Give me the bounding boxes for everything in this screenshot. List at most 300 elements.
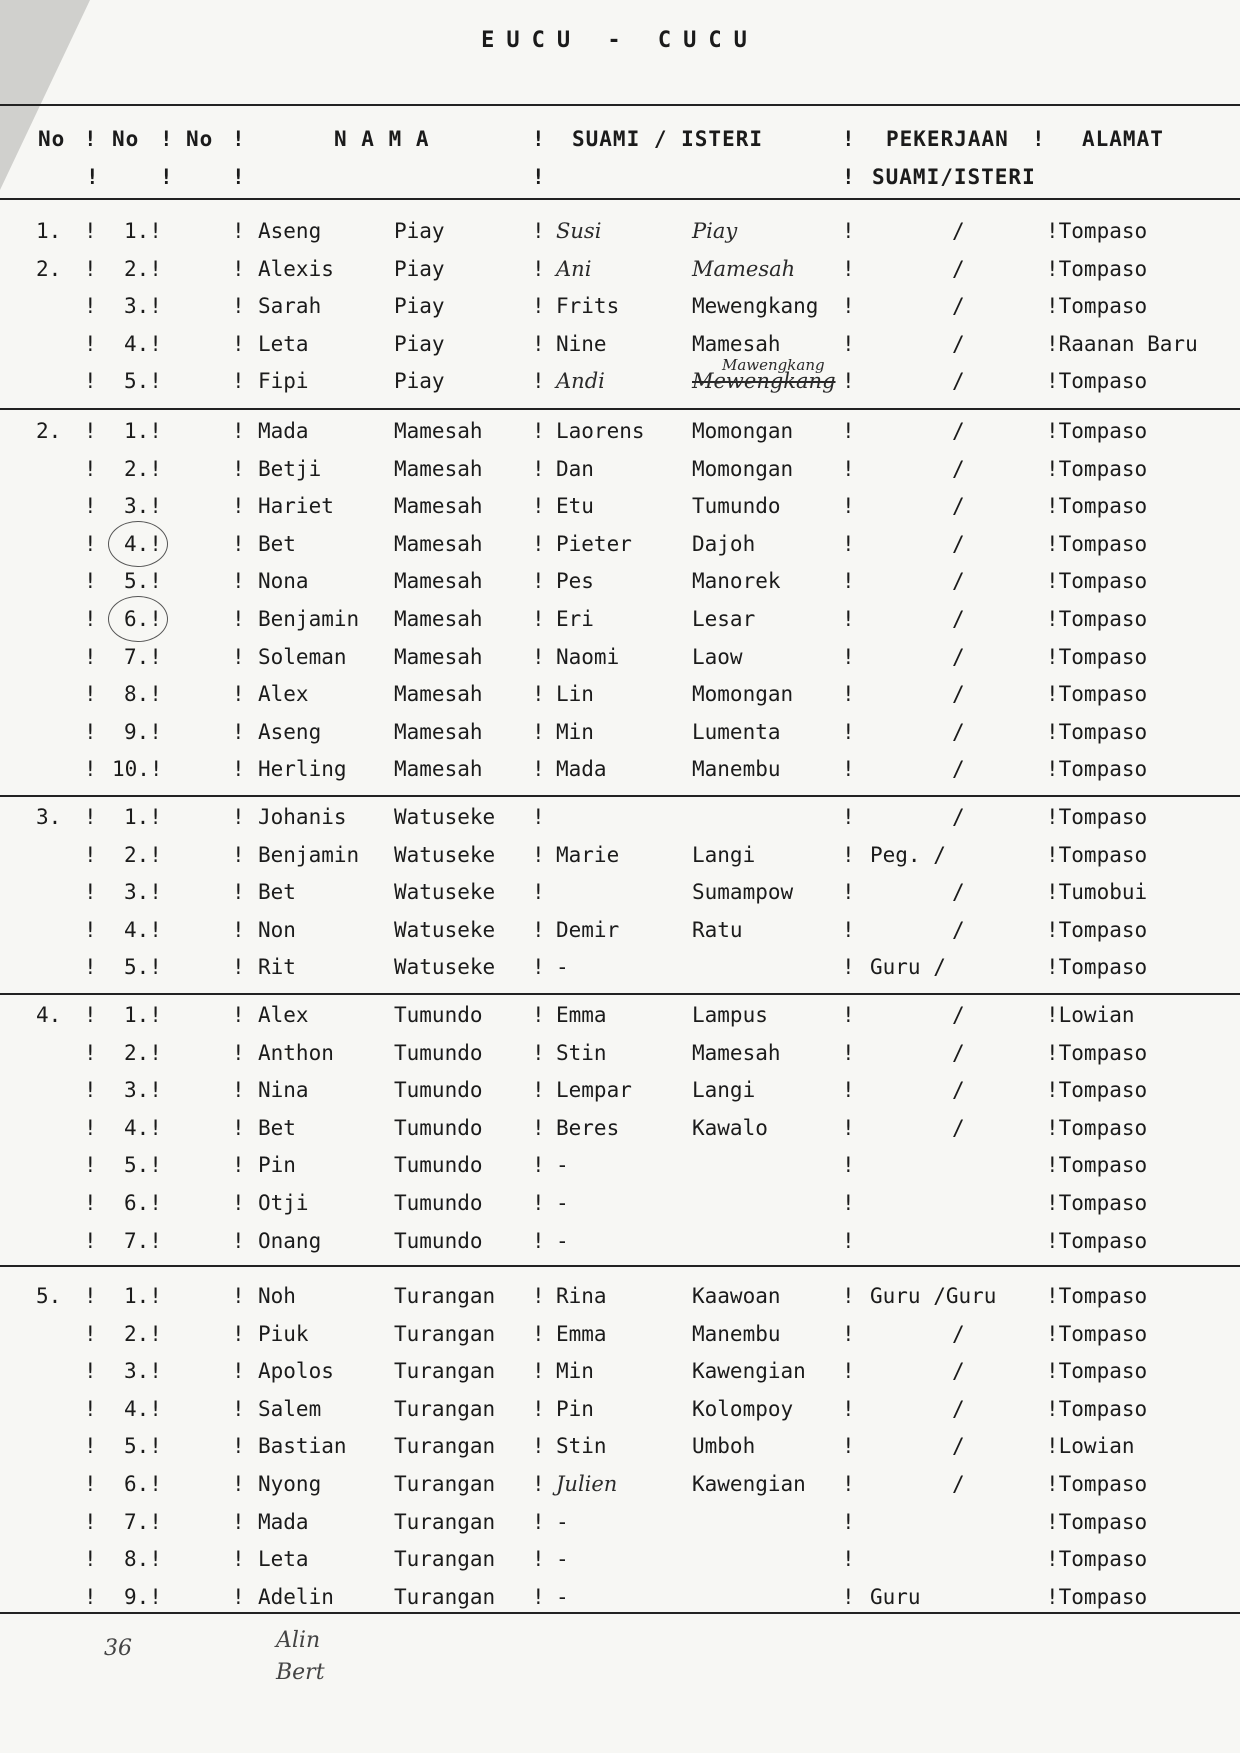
col-sep: ! [84, 1359, 97, 1384]
address: !Tompaso [1046, 1153, 1148, 1178]
col-sep: ! [842, 682, 855, 707]
address: !Tompaso [1046, 644, 1148, 669]
col-sep: ! [842, 369, 855, 394]
spouse-family-name: Kawengian [692, 1359, 806, 1384]
group-number: 2. [36, 419, 62, 443]
col-sep: ! [842, 419, 855, 443]
occupation: / [952, 369, 965, 394]
row-number: 8.! [124, 1547, 162, 1572]
first-name: Anthon [258, 1040, 334, 1065]
group-number: 3. [36, 805, 62, 829]
col-sep: ! [84, 1003, 97, 1027]
first-name: Mada [258, 1509, 309, 1534]
family-name: Turangan [394, 1321, 496, 1346]
occupation: / [952, 1359, 965, 1384]
spouse-family-name: Momongan [692, 456, 794, 481]
first-name: Apolos [258, 1359, 334, 1384]
spouse-first-name: - [556, 955, 569, 980]
address: !Tompaso [1046, 1040, 1148, 1065]
col-sep: ! [842, 494, 855, 519]
address: !Tompaso [1046, 1321, 1148, 1346]
occupation: / [952, 1040, 965, 1065]
address: !Tompaso [1046, 1359, 1148, 1384]
col-sep: ! [232, 531, 245, 556]
spouse-family-name: Momongan [692, 682, 794, 707]
spouse-family-name: Mamesah [692, 1040, 781, 1065]
spouse-family-name: Lampus [692, 1003, 768, 1027]
first-name: Salem [258, 1396, 322, 1421]
col-sep: ! [842, 719, 855, 744]
occupation: / [952, 757, 965, 782]
col-sep: ! [532, 917, 545, 942]
spouse-first-name: Pes [556, 569, 594, 594]
col-sep: ! [532, 880, 545, 905]
col-sep: ! [232, 219, 245, 243]
col-sep: ! [232, 1396, 245, 1421]
spouse-first-name: Etu [556, 494, 594, 519]
header-sep: ! [232, 165, 246, 189]
header-nama: N A M A [334, 127, 430, 151]
first-name: Sarah [258, 294, 322, 319]
family-name: Watuseke [394, 880, 496, 905]
col-sep: ! [532, 757, 545, 782]
handwritten-circle-mark [108, 596, 168, 642]
col-sep: ! [532, 1003, 545, 1027]
spouse-family-name: Piay [692, 219, 738, 243]
occupation: / [952, 917, 965, 942]
col-sep: ! [532, 1078, 545, 1103]
spouse-family-name: Langi [692, 1078, 756, 1103]
family-name: Mamesah [394, 757, 483, 782]
col-sep: ! [232, 607, 245, 631]
group-number: 4. [36, 1003, 62, 1027]
col-sep: ! [842, 1434, 855, 1459]
spouse-first-name: Eri [556, 607, 594, 631]
col-sep: ! [842, 644, 855, 669]
address: !Tompaso [1046, 419, 1148, 443]
address: !Tompaso [1046, 456, 1148, 481]
address: !Tompaso [1046, 219, 1148, 243]
col-sep: ! [842, 1153, 855, 1178]
col-sep: ! [232, 1359, 245, 1384]
col-sep: ! [232, 644, 245, 669]
group-rule [0, 795, 1240, 797]
col-sep: ! [232, 369, 245, 394]
row-number: 9.! [124, 1584, 162, 1609]
col-sep: ! [84, 1472, 97, 1496]
family-name: Turangan [394, 1472, 496, 1496]
family-name: Mamesah [394, 494, 483, 519]
col-sep: ! [232, 757, 245, 782]
col-sep: ! [84, 1078, 97, 1103]
col-sep: ! [84, 880, 97, 905]
spouse-family-name: Ratu [692, 917, 743, 942]
family-name: Piay [394, 331, 445, 356]
family-name: Turangan [394, 1359, 496, 1384]
address: !Tompaso [1046, 531, 1148, 556]
col-sep: ! [532, 331, 545, 356]
col-sep: ! [84, 219, 97, 243]
first-name: Herling [258, 757, 347, 782]
row-number: 9.! [124, 719, 162, 744]
family-name: Mamesah [394, 682, 483, 707]
spouse-first-name: Stin [556, 1040, 607, 1065]
col-sep: ! [532, 1509, 545, 1534]
spouse-name-correction: Mawengkang [722, 356, 825, 375]
col-sep: ! [232, 682, 245, 707]
spouse-first-name: Emma [556, 1003, 607, 1027]
row-number: 1.! [124, 1284, 162, 1308]
first-name: Fipi [258, 369, 309, 394]
col-sep: ! [532, 1434, 545, 1459]
first-name: Otji [258, 1191, 309, 1215]
first-name: Soleman [258, 644, 347, 669]
col-sep: ! [532, 1472, 545, 1496]
spouse-family-name: Kawengian [692, 1472, 806, 1496]
occupation: Guru /Guru [870, 1284, 997, 1308]
col-sep: ! [842, 1040, 855, 1065]
col-sep: ! [842, 1472, 855, 1496]
first-name: Leta [258, 331, 309, 356]
col-sep: ! [532, 219, 545, 243]
header-sep: ! [160, 165, 174, 189]
col-sep: ! [232, 1509, 245, 1534]
occupation: / [952, 1472, 965, 1496]
spouse-first-name: Andi [556, 369, 605, 394]
spouse-family-name: Laow [692, 644, 743, 669]
col-sep: ! [842, 607, 855, 631]
col-sep: ! [532, 256, 545, 281]
family-name: Mamesah [394, 456, 483, 481]
family-name: Mamesah [394, 531, 483, 556]
group-rule [0, 993, 1240, 995]
col-sep: ! [84, 531, 97, 556]
col-sep: ! [232, 880, 245, 905]
spouse-family-name: Mewengkang [692, 369, 836, 394]
spouse-first-name: Frits [556, 294, 620, 319]
family-name: Turangan [394, 1434, 496, 1459]
spouse-family-name: Momongan [692, 419, 794, 443]
spouse-family-name: Mamesah [692, 256, 796, 281]
spouse-family-name: Dajoh [692, 531, 756, 556]
occupation: / [952, 294, 965, 319]
col-sep: ! [842, 1284, 855, 1308]
first-name: Mada [258, 419, 309, 443]
col-sep: ! [232, 494, 245, 519]
col-sep: ! [842, 219, 855, 243]
first-name: Hariet [258, 494, 334, 519]
first-name: Nona [258, 569, 309, 594]
col-sep: ! [232, 719, 245, 744]
address: !Tumobui [1046, 880, 1148, 905]
address: !Tompaso [1046, 1115, 1148, 1140]
spouse-family-name: Umboh [692, 1434, 756, 1459]
first-name: Pin [258, 1153, 296, 1178]
col-sep: ! [842, 805, 855, 829]
first-name: Betji [258, 456, 322, 481]
row-number: 3.! [124, 494, 162, 519]
family-name: Mamesah [394, 569, 483, 594]
spouse-first-name: Rina [556, 1284, 607, 1308]
family-name: Piay [394, 219, 445, 243]
occupation: / [952, 880, 965, 905]
col-sep: ! [232, 1284, 245, 1308]
col-sep: ! [232, 805, 245, 829]
col-sep: ! [232, 1228, 245, 1253]
col-sep: ! [84, 419, 97, 443]
header-sep: ! [160, 127, 174, 151]
row-number: 3.! [124, 1078, 162, 1103]
col-sep: ! [232, 1547, 245, 1572]
spouse-family-name: Kolompoy [692, 1396, 794, 1421]
col-sep: ! [84, 1040, 97, 1065]
row-number: 4.! [124, 1115, 162, 1140]
occupation: / [952, 1078, 965, 1103]
family-name: Watuseke [394, 805, 496, 829]
family-name: Mamesah [394, 719, 483, 744]
occupation: / [952, 1434, 965, 1459]
header-sep: ! [532, 165, 546, 189]
col-sep: ! [532, 607, 545, 631]
col-sep: ! [84, 456, 97, 481]
col-sep: ! [84, 917, 97, 942]
spouse-first-name: - [556, 1584, 569, 1609]
group-rule [0, 408, 1240, 410]
row-number: 1.! [124, 419, 162, 443]
footer-note-name-1: Alin [276, 1628, 321, 1653]
header-sep: ! [84, 127, 98, 151]
col-sep: ! [232, 842, 245, 867]
family-name: Tumundo [394, 1078, 483, 1103]
occupation: / [952, 607, 965, 631]
spouse-first-name: Marie [556, 842, 620, 867]
header-suami-isteri: SUAMI / ISTERI [572, 127, 764, 151]
spouse-first-name: Mada [556, 757, 607, 782]
col-sep: ! [532, 294, 545, 319]
footer-note-name-2: Bert [276, 1660, 325, 1685]
row-number: 3.! [124, 1359, 162, 1384]
family-name: Tumundo [394, 1191, 483, 1215]
col-sep: ! [84, 805, 97, 829]
col-sep: ! [84, 369, 97, 394]
first-name: Leta [258, 1547, 309, 1572]
col-sep: ! [842, 1396, 855, 1421]
occupation: / [952, 569, 965, 594]
spouse-first-name: Lin [556, 682, 594, 707]
spouse-family-name: Kaawoan [692, 1284, 781, 1308]
first-name: Bet [258, 531, 296, 556]
group-number: 2. [36, 256, 62, 281]
first-name: Alexis [258, 256, 334, 281]
col-sep: ! [84, 644, 97, 669]
address: !Lowian [1046, 1434, 1135, 1459]
occupation: / [952, 219, 965, 243]
row-number: 5.! [124, 1153, 162, 1178]
col-sep: ! [232, 1434, 245, 1459]
col-sep: ! [532, 1584, 545, 1609]
col-sep: ! [532, 494, 545, 519]
row-number: 2.! [124, 1321, 162, 1346]
col-sep: ! [532, 419, 545, 443]
family-name: Piay [394, 256, 445, 281]
occupation: / [952, 331, 965, 356]
header-sep: ! [532, 127, 546, 151]
col-sep: ! [532, 531, 545, 556]
col-sep: ! [84, 1153, 97, 1178]
col-sep: ! [84, 331, 97, 356]
address: !Tompaso [1046, 369, 1148, 394]
first-name: Benjamin [258, 607, 360, 631]
col-sep: ! [532, 1115, 545, 1140]
col-sep: ! [84, 1284, 97, 1308]
family-name: Turangan [394, 1584, 496, 1609]
first-name: Alex [258, 682, 309, 707]
address: !Tompaso [1046, 1547, 1148, 1572]
row-number: 7.! [124, 1509, 162, 1534]
first-name: Rit [258, 955, 296, 980]
handwritten-circle-mark [108, 521, 168, 567]
occupation: / [952, 1321, 965, 1346]
header-pekerjaan-2: SUAMI/ISTERI [872, 165, 1036, 189]
spouse-first-name: Dan [556, 456, 594, 481]
occupation: / [952, 419, 965, 443]
address: !Tompaso [1046, 1078, 1148, 1103]
row-number: 5.! [124, 955, 162, 980]
address: !Tompaso [1046, 1584, 1148, 1609]
first-name: Bastian [258, 1434, 347, 1459]
col-sep: ! [842, 757, 855, 782]
first-name: Aseng [258, 719, 322, 744]
row-number: 6.! [124, 1191, 162, 1215]
col-sep: ! [232, 1584, 245, 1609]
page-title: EUCU - CUCU [481, 28, 759, 53]
row-number: 2.! [124, 842, 162, 867]
col-sep: ! [532, 1547, 545, 1572]
spouse-first-name: Nine [556, 331, 607, 356]
occupation: / [952, 1396, 965, 1421]
col-sep: ! [532, 1191, 545, 1215]
col-sep: ! [842, 294, 855, 319]
occupation: Peg. / [870, 842, 946, 867]
col-sep: ! [842, 880, 855, 905]
col-sep: ! [232, 256, 245, 281]
address: !Tompaso [1046, 569, 1148, 594]
address: !Tompaso [1046, 955, 1148, 980]
header-no-1: No [38, 127, 66, 151]
row-number: 5.! [124, 1434, 162, 1459]
header-sep: ! [1032, 127, 1046, 151]
col-sep: ! [842, 917, 855, 942]
col-sep: ! [232, 456, 245, 481]
row-number: 8.! [124, 682, 162, 707]
spouse-first-name: Lempar [556, 1078, 632, 1103]
col-sep: ! [232, 569, 245, 594]
family-name: Piay [394, 294, 445, 319]
row-number: 4.! [124, 1396, 162, 1421]
family-name: Mamesah [394, 419, 483, 443]
address: !Tompaso [1046, 1472, 1148, 1496]
col-sep: ! [84, 256, 97, 281]
first-name: Onang [258, 1228, 322, 1253]
spouse-first-name: Demir [556, 917, 620, 942]
spouse-first-name: Beres [556, 1115, 620, 1140]
row-number: 1.! [124, 805, 162, 829]
family-name: Turangan [394, 1509, 496, 1534]
first-name: Benjamin [258, 842, 360, 867]
address: !Tompaso [1046, 1191, 1148, 1215]
col-sep: ! [842, 531, 855, 556]
row-number: 1.! [124, 1003, 162, 1027]
address: !Tompaso [1046, 917, 1148, 942]
occupation: / [952, 805, 965, 829]
header-rule-bottom [0, 198, 1240, 200]
col-sep: ! [532, 842, 545, 867]
address: !Tompaso [1046, 256, 1148, 281]
spouse-first-name: Laorens [556, 419, 645, 443]
address: !Tompaso [1046, 1396, 1148, 1421]
spouse-family-name: Lesar [692, 607, 756, 631]
row-number: 6.! [124, 1472, 162, 1496]
col-sep: ! [842, 1547, 855, 1572]
family-name: Mamesah [394, 644, 483, 669]
col-sep: ! [84, 1191, 97, 1215]
family-name: Tumundo [394, 1040, 483, 1065]
col-sep: ! [532, 1153, 545, 1178]
header-sep: ! [86, 165, 100, 189]
spouse-first-name: Ani [556, 256, 592, 281]
first-name: Noh [258, 1284, 296, 1308]
spouse-family-name: Manorek [692, 569, 781, 594]
first-name: Bet [258, 880, 296, 905]
first-name: Aseng [258, 219, 322, 243]
col-sep: ! [842, 1509, 855, 1534]
spouse-family-name: Lumenta [692, 719, 781, 744]
col-sep: ! [232, 1040, 245, 1065]
first-name: Nyong [258, 1472, 322, 1496]
spouse-first-name: Pieter [556, 531, 632, 556]
col-sep: ! [532, 1040, 545, 1065]
row-number: 2.! [124, 256, 162, 281]
spouse-first-name: Pin [556, 1396, 594, 1421]
header-rule-top [0, 104, 1240, 106]
address: !Tompaso [1046, 719, 1148, 744]
col-sep: ! [842, 569, 855, 594]
col-sep: ! [842, 1191, 855, 1215]
row-number: 4.! [124, 331, 162, 356]
header-sep: ! [842, 165, 856, 189]
header-no-3: No [186, 127, 214, 151]
occupation: Guru / [870, 955, 946, 980]
address: !Tompaso [1046, 842, 1148, 867]
header-sep: ! [842, 127, 856, 151]
col-sep: ! [232, 1115, 245, 1140]
col-sep: ! [84, 1547, 97, 1572]
row-number: 6.! [124, 607, 162, 631]
row-number: 7.! [124, 644, 162, 669]
spouse-first-name: - [556, 1547, 569, 1572]
address: !Tompaso [1046, 1509, 1148, 1534]
family-name: Watuseke [394, 917, 496, 942]
spouse-family-name: Manembu [692, 757, 781, 782]
col-sep: ! [84, 1396, 97, 1421]
family-name: Turangan [394, 1547, 496, 1572]
family-name: Mamesah [394, 607, 483, 631]
family-name: Piay [394, 369, 445, 394]
row-number: 5.! [124, 569, 162, 594]
family-name: Tumundo [394, 1115, 483, 1140]
col-sep: ! [84, 607, 97, 631]
col-sep: ! [84, 1321, 97, 1346]
